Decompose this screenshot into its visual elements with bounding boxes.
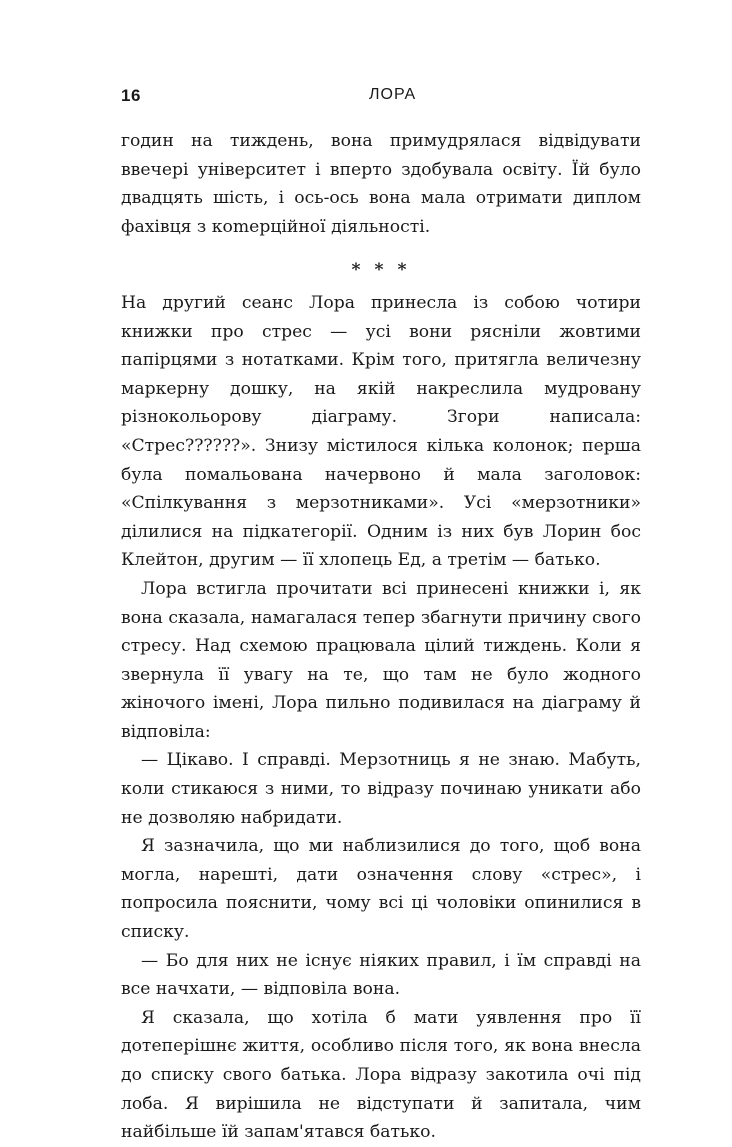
dialogue-line: — Цікаво. І справді. Мерзотниць я не знаю. Мабуть, коли стикаюся з ними, то відразу починаю уникати або не дозволяю набридати. [121,750,641,828]
paragraph: На другий сеанс Лора принесла із собою чотири книжки про стрес — усі вони рясніли жовтими папірцями з нотатками. Крім того, притягла величезну маркерну дошку, на якій накреслила мудровану різнокольорову діаграму. Згори написала: «Стрес??????». Знизу містилося кілька колонок; перша була помальована начервоно й мала заголовок: «Спілкування з мерзотниками». Усі «мерзотники» ділилися на підкатегорії. Одним із них був Лорин бос Клейтон, другим — її хлопець Ед, а третім — батько. [121,292,641,571]
body-text [121,127,641,1147]
paragraph: Лора встигла прочитати всі принесені книжки і, як вона сказала, намагалася тепер збагнути причину свого стресу. Над схемою працювала цілий тиждень. Коли я звернула її увагу на те, що там не було жодного жіночого імені, Лора пильно подивилася на діаграму й відповіла: [121,578,641,742]
section-separator: * * * [351,260,411,281]
paragraph-continued: годин на тиждень, вона примудрялася відвідувати ввечері університет і вперто здобувала освіту. Їй було двадцять шість, і ось-ось вона мала отримати диплом фахівця з коmерційної діяльності. [121,131,641,237]
paragraph: Я зазначила, що ми наблизилися до того, щоб вона могла, нарешті, дати означення слову «стрес», і попросила пояснити, чому всі ці чоловіки опинилися в списку. [121,836,641,943]
chapter-title: ЛОРА [369,86,417,103]
dialogue-line: — Бо для них не існує ніяких правил, і їм справді на все начхати, — відповіла вона. [121,950,641,1000]
paragraph: Я сказала, що хотіла б мати уявлення про її дотеперішнє життя, особливо після того, як вона внесла до списку свого батька. Лора відразу закотила очі під лоба. Я вирішила не відступати й запитала, чим найбільше їй запам'ятався батько. [121,1007,641,1143]
running-header [121,86,641,110]
page-number: 16 [121,86,141,105]
